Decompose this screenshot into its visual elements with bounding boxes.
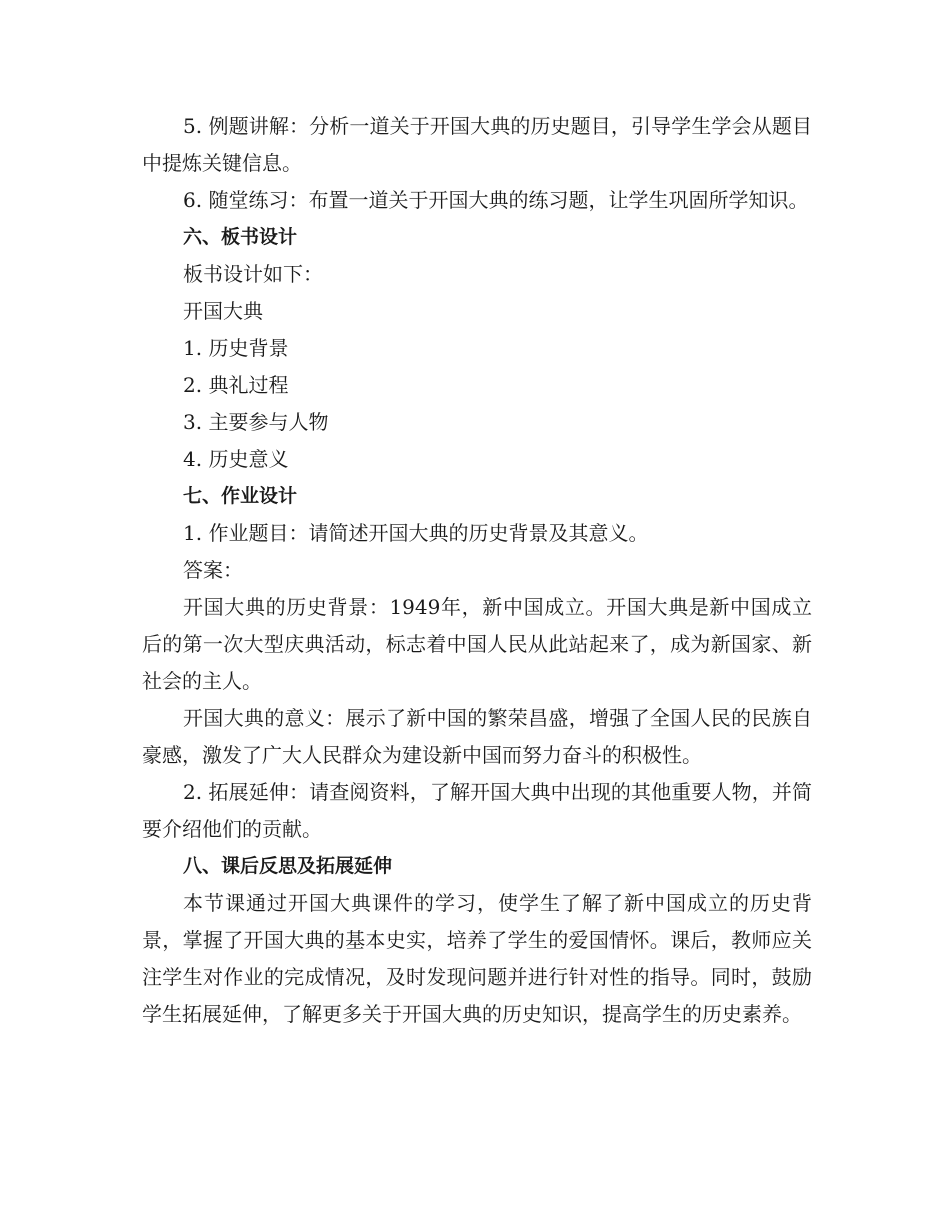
section-heading-reflection: 八、课后反思及拓展延伸 xyxy=(183,855,393,877)
board-design-item: 4. 历史意义 xyxy=(183,447,289,471)
section-heading-homework: 七、作业设计 xyxy=(183,485,298,507)
board-design-item: 2. 典礼过程 xyxy=(183,373,289,397)
board-design-title: 开国大典 xyxy=(183,299,263,323)
homework-answer-background: 开国大典的历史背景：1949年，新中国成立。开国大典是新中国成立后的第一次大型庆典活动，标志着中国人民从此站起来了，成为新国家、新社会的主人。 xyxy=(142,595,812,693)
homework-question-2: 2. 拓展延伸：请查阅资料，了解开国大典中出现的其他重要人物，并简要介绍他们的贡献。 xyxy=(142,780,812,841)
homework-answer-meaning: 开国大典的意义：展示了新中国的繁荣昌盛，增强了全国人民的民族自豪感，激发了广大人民群众为建设新中国而努力奋斗的积极性。 xyxy=(142,706,812,767)
board-design-item: 1. 历史背景 xyxy=(183,336,289,360)
step-5-paragraph: 5. 例题讲解：分析一道关于开国大典的历史题目，引导学生学会从题目中提炼关键信息。 xyxy=(142,114,812,175)
board-design-intro: 板书设计如下： xyxy=(183,262,323,286)
reflection-paragraph: 本节课通过开国大典课件的学习，使学生了解了新中国成立的历史背景，掌握了开国大典的基本史实，培养了学生的爱国情怀。课后，教师应关注学生对作业的完成情况，及时发现问题并进行针对性的指导。同时，鼓励学生拓展延伸，了解更多关于开国大典的历史知识，提高学生的历史素养。 xyxy=(142,891,812,1026)
step-6-paragraph: 6. 随堂练习：布置一道关于开国大典的练习题，让学生巩固所学知识。 xyxy=(183,188,809,212)
homework-question-1: 1. 作业题目：请简述开国大典的历史背景及其意义。 xyxy=(183,521,649,545)
board-design-item: 3. 主要参与人物 xyxy=(183,410,329,434)
section-heading-board-design: 六、板书设计 xyxy=(183,226,298,248)
document-content xyxy=(142,108,812,1033)
homework-answer-label: 答案： xyxy=(183,558,243,582)
